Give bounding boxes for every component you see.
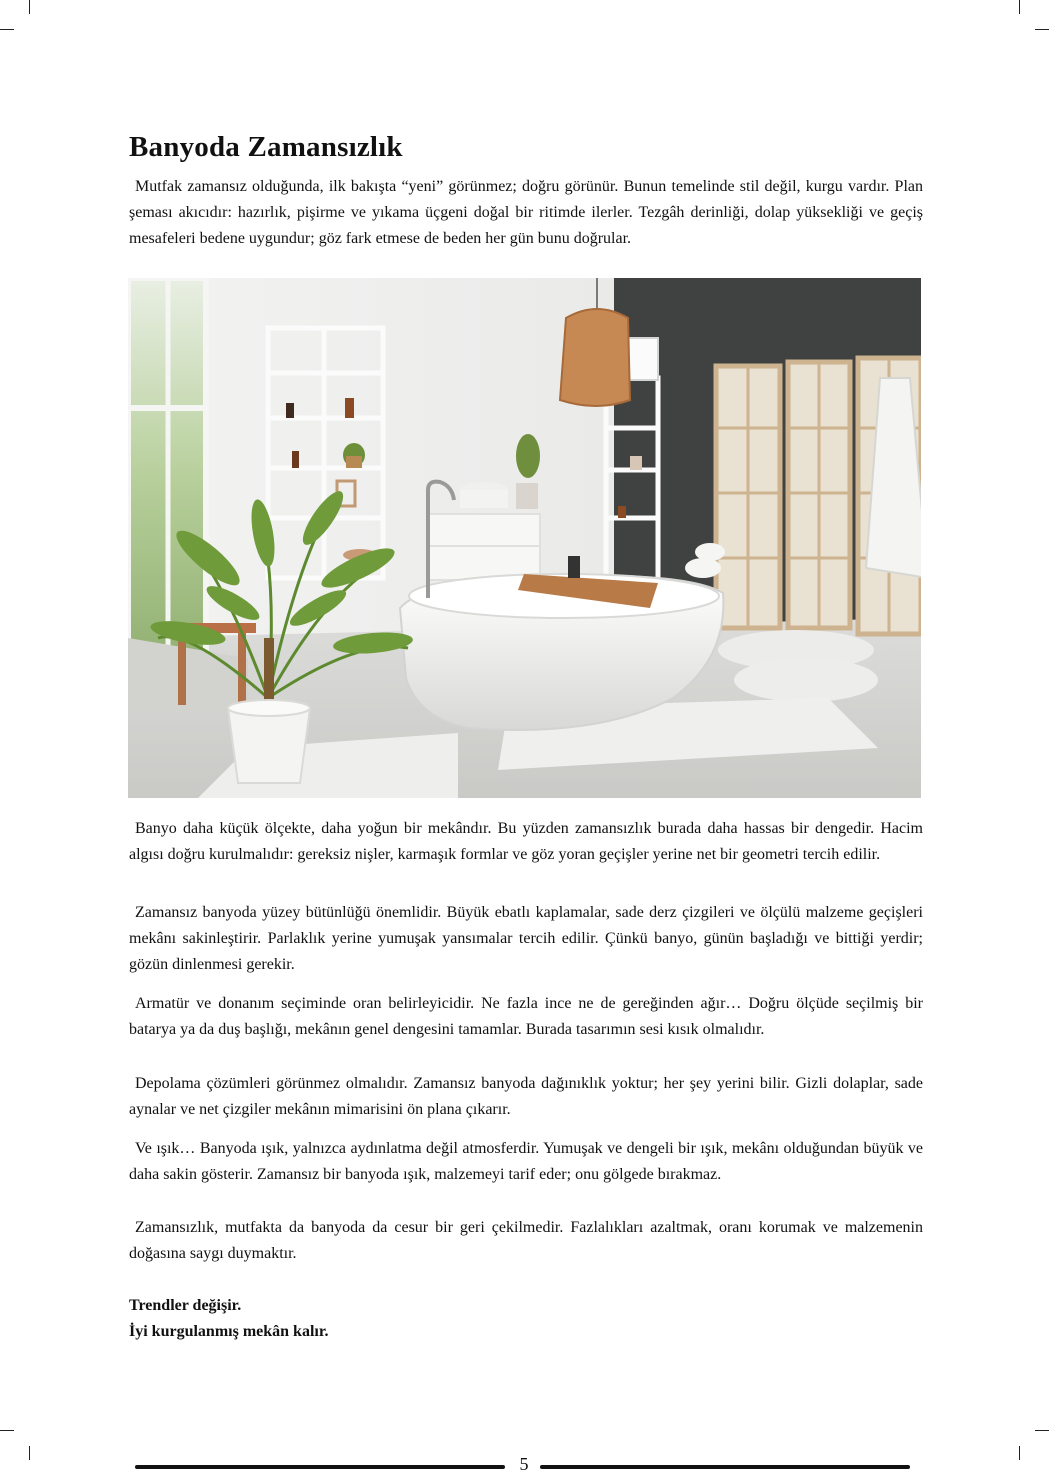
crop-mark (1035, 29, 1049, 30)
closing-statement (129, 1293, 328, 1345)
crop-mark (0, 1430, 14, 1431)
closing-line: Trendler değişir. (129, 1297, 242, 1314)
page-title: Banyoda Zamansızlık (129, 131, 403, 163)
body-paragraph: Depolama çözümleri görünmez olmalıdır. Zamansız banyoda dağınıklık yoktur; her şey yerini bilir. Gizli dolaplar, sade aynalar ve net çizgiler mekânın mimarisini ön plana çıkarır. (129, 1075, 923, 1118)
crop-mark (0, 29, 14, 30)
footer-rule-left (135, 1465, 505, 1469)
crop-mark (1019, 0, 1020, 14)
body-paragraph: Ve ışık… Banyoda ışık, yalnızca aydınlatma değil atmosferdir. Yumuşak ve dengeli bir ışık, mekânı olduğundan büyük ve daha sakin gösterir. Zamansız bir banyoda ışık, malzemeyi tarif eder; onu gölgede bırakmaz. (129, 1140, 923, 1183)
page-number: 5 (519, 1454, 529, 1474)
bathroom-photo (128, 278, 921, 798)
crop-mark (1035, 1430, 1049, 1431)
closing-line: İyi kurgulanmış mekân kalır. (129, 1323, 329, 1340)
crop-mark (29, 0, 30, 14)
footer-rule-right (540, 1465, 910, 1469)
crop-mark (29, 1446, 30, 1460)
body-paragraph: Zamansızlık, mutfakta da banyoda da cesur bir geri çekilmedir. Fazlalıkları azaltmak, oranı korumak ve malzemenin doğasına saygı duymaktır. (129, 1219, 923, 1262)
crop-mark (1019, 1446, 1020, 1460)
intro-paragraph: Mutfak zamansız olduğunda, ilk bakışta “yeni” görünmez; doğru görünür. Bunun temelinde stil değil, kurgu vardır. Plan şeması akıcıdır: hazırlık, pişirme ve yıkama üçgeni doğal bir ritimde ilerler. Tezgâh derinliği, dolap yüksekliği ve geçiş mesafeleri bedene uygundur; göz fark etmese de beden her gün bunu doğrular. (129, 178, 923, 247)
body-paragraph: Banyo daha küçük ölçekte, daha yoğun bir mekândır. Bu yüzden zamansızlık burada daha hassas bir dengedir. Hacim algısı doğru kurulmalıdır: gereksiz nişler, karmaşık formlar ve göz yoran geçişler yerine net bir geometri tercih edilir. (129, 820, 923, 863)
body-paragraph: Armatür ve donanım seçiminde oran belirleyicidir. Ne fazla ince ne de gereğinden ağır… Doğru ölçüde seçilmiş bir batarya ya da duş başlığı, mekânın genel dengesini tamamlar. Burada tasarımın sesi kısık olmalıdır. (129, 995, 923, 1038)
body-paragraph: Zamansız banyoda yüzey bütünlüğü önemlidir. Büyük ebatlı kaplamalar, sade derz çizgileri ve ölçülü malzeme geçişleri mekânı sakinleştirir. Parlaklık yerine yumuşak yansımalar tercih edilir. Çünkü banyo, günün başladığı ve bittiği yerdir; gözün dinlenmesi gerekir. (129, 904, 923, 973)
